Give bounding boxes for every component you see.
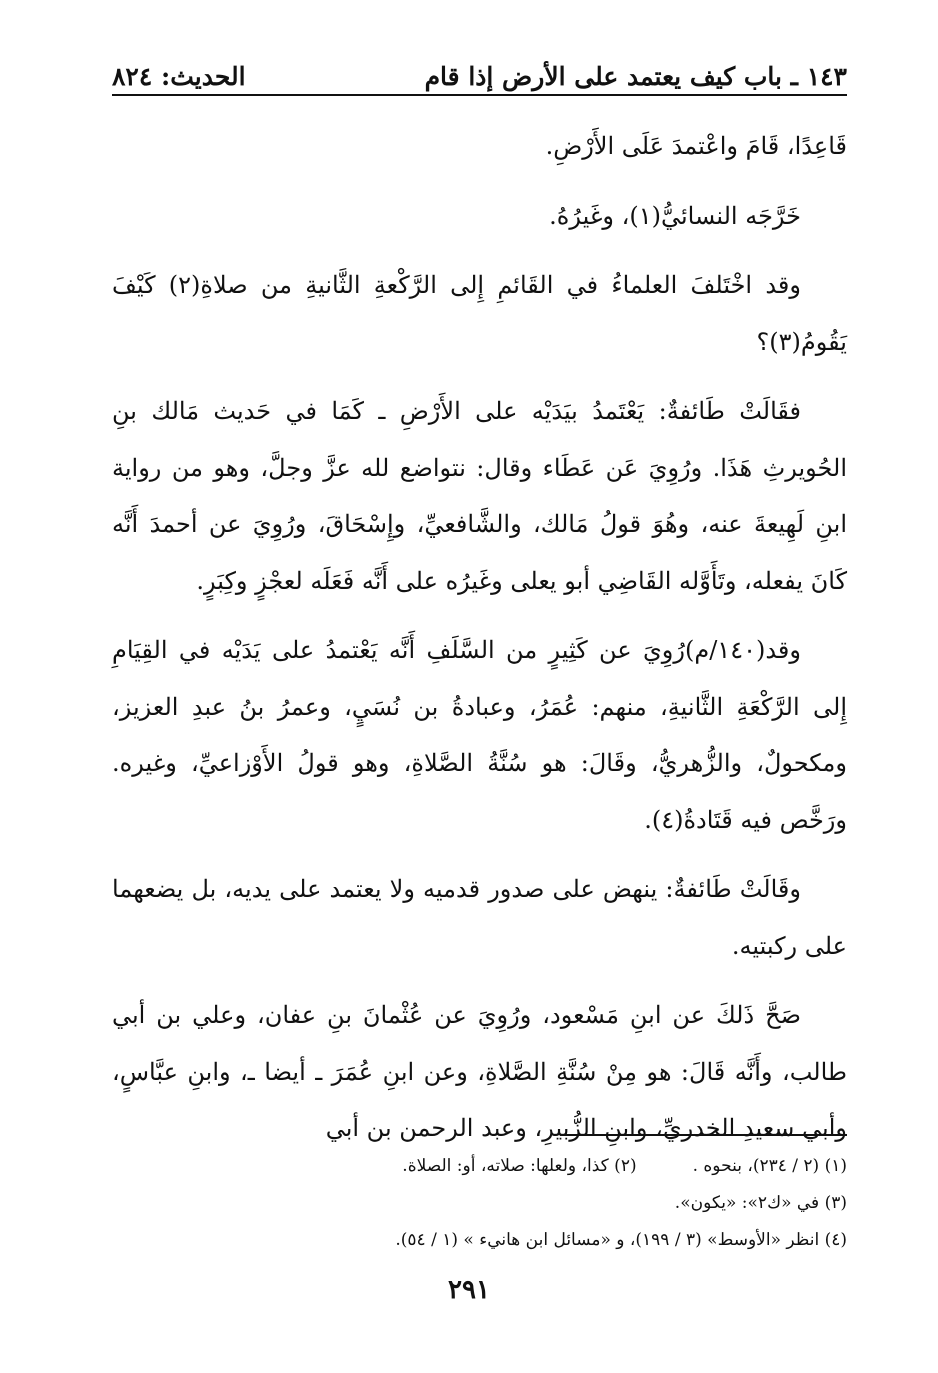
- hadith-number: الحديث: ٨٢٤: [112, 62, 246, 91]
- header-rule: [112, 94, 847, 96]
- footnote-row: [112, 1222, 847, 1259]
- footnote-3: (٣) في «ك٢»: «يكون».: [674, 1193, 847, 1213]
- footnote-4: (٤) انظر «الأوسط» (٣ / ١٩٩)، و «مسائل ابن هانيء » (١ / ٥٤).: [395, 1230, 847, 1250]
- footnotes: [112, 1148, 847, 1259]
- paragraph: قَاعِدًا، قَامَ واعْتمدَ عَلَى الأَرْضِ.: [545, 132, 847, 160]
- footnote-row: [112, 1185, 847, 1222]
- paragraph: وقد(١٤٠/م)رُوِيَ عن كَثِيرٍ من السَّلَفِ أَنَّه يَعْتمدُ على يَدَيْه في القِيَامِ إِلى الرَّكْعَةِ الثَّانيةِ، منهم: عُمَرُ، وعبادةُ بن نُسَيٍ، وعمرُ بنُ عبدِ العزيز، ومكحولٌ، والزُّهريُّ، وقَالَ: هو سُنَّةُ الصَّلاةِ، وهو قولُ الأَوْزاعيِّ، وغيره. ورَخَّص فيه قَتَادةُ(٤).: [112, 636, 847, 834]
- footnote-2: (٢) كذا، ولعلها: صلاته، أو: الصلاة.: [402, 1156, 637, 1176]
- chapter-title: ١٤٣ ـ باب كيف يعتمد على الأرض إذا قام: [424, 62, 847, 91]
- paragraph: صَحَّ ذَلكَ عن ابنِ مَسْعود، ورُوِيَ عن عُثْمانَ بنِ عفان، وعلي بن أبي طالب، وأَنَّه قَالَ: هو مِنْ سُنَّةِ الصَّلاةِ، وعن ابنِ عُمَرَ ـ أيضا ـ، وابنِ عبَّاسٍ، وأبي سعيدِ الخدريِّ، وابنِ الزُّبيرِ، وعبد الرحمن بن أبي: [112, 1001, 847, 1142]
- main-text: [112, 118, 847, 1170]
- page-number: ٢٩١: [448, 1275, 490, 1305]
- paragraph: خَرَّجَه النسائيُّ(١)، وغَيرُهُ.: [549, 201, 801, 230]
- paragraph: وقَالَتْ طَائفةٌ: ينهض على صدور قدميه ولا يعتمد على يديه، بل يضعهما على ركبتيه.: [112, 875, 847, 960]
- running-header: [112, 60, 847, 96]
- footnote-row: [112, 1148, 847, 1185]
- footnote-separator: [560, 1134, 847, 1136]
- paragraph: وقد اخْتَلفَ العلماءُ في القَائمِ إِلى الرَّكْعةِ الثَّانيةِ من صلاةِ(٢) كَيْفَ يَقُومُ(٣)؟: [112, 271, 847, 356]
- footnote-1: (١) (٢ / ٢٣٤)، بنحوه .: [692, 1156, 847, 1176]
- paragraph: فقَالَتْ طَائفةٌ: يَعْتَمدُ بيَدَيْه على الأَرْضِ ـ كَمَا في حَديث مَالك بنِ الحُويرثِ هَذَا. ورُوِيَ عَن عَطَاء وقال: نتواضع لله عزَّ وجلَّ، وهو من رواية ابنِ لَهِيعةَ عنه، وهُوَ قولُ مَالك، والشَّافعيِّ، وإِسْحَاقَ، ورُوِيَ عن أحمدَ أَنَّه كَانَ يفعله، وتَأَوَّله القَاضِي أبو يعلى وغَيرُه على أَنَّه فَعَلَه لعجْزٍ وكِبَرٍ.: [112, 397, 847, 595]
